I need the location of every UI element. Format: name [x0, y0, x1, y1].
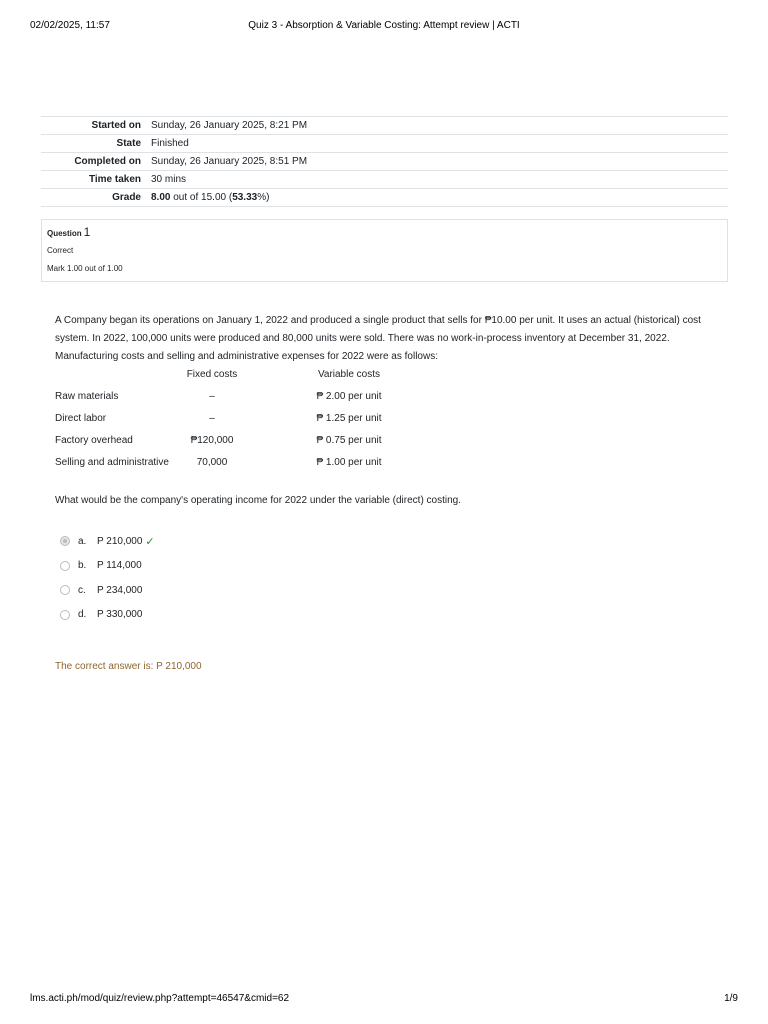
- question-number: [47, 225, 90, 239]
- answer-text-c: P 234,000: [97, 584, 143, 596]
- question-label: Question: [47, 229, 82, 238]
- grade-close: %): [257, 192, 270, 203]
- cost-row: [50, 429, 452, 451]
- state-value: Finished: [151, 138, 189, 149]
- cost-fixed: ₱120,000: [190, 434, 234, 446]
- answer-radio-a[interactable]: [60, 536, 70, 546]
- cost-variable: ₱ 1.00 per unit: [316, 456, 382, 468]
- cost-item: Factory overhead: [55, 434, 133, 446]
- time-taken-value: 30 mins: [151, 174, 187, 185]
- cost-row: [50, 451, 452, 473]
- grade-value: [147, 189, 728, 207]
- started-on-label: Started on: [91, 120, 141, 131]
- question-text: A Company began its operations on January 1, 2022 and produced a single product that sells for ₱10.00 per unit. It uses an actual (historical) cost system. In 2022, 100,000 units were produced and 80,000 units were sold. There was no work-in-process inventory at December 31, 2022. Manufacturing costs and selling and administrative expenses for 2022 were as follows:: [55, 315, 701, 362]
- print-page-number: 1/9: [724, 993, 738, 1004]
- answer-letter-b: b.: [78, 560, 87, 572]
- answer-radio-b[interactable]: [60, 561, 70, 571]
- cost-item: Selling and administrative: [55, 456, 169, 468]
- cost-table: [50, 363, 452, 473]
- cost-header-variable: Variable costs: [317, 368, 381, 380]
- grade-label: Grade: [112, 192, 141, 203]
- cost-fixed: 70,000: [196, 456, 228, 468]
- print-page-title: Quiz 3 - Absorption & Variable Costing: Attempt review | ACTI: [248, 20, 520, 31]
- grade-score: 8.00: [151, 192, 171, 203]
- question-state: Correct: [47, 246, 74, 255]
- completed-on-label: Completed on: [74, 156, 141, 167]
- answer-radio-c[interactable]: [60, 585, 70, 595]
- attempt-summary-table: [41, 116, 728, 207]
- summary-row-started: [41, 117, 728, 135]
- summary-row-time: [41, 171, 728, 189]
- cost-row: [50, 407, 452, 429]
- answer-text-d: P 330,000: [97, 609, 143, 621]
- cost-variable: ₱ 2.00 per unit: [316, 390, 382, 402]
- question-mark: Mark 1.00 out of 1.00: [47, 264, 123, 273]
- answer-option-d[interactable]: [60, 603, 155, 628]
- answer-text-b: P 114,000: [97, 560, 142, 572]
- cost-fixed: –: [209, 390, 215, 402]
- cost-variable: ₱ 1.25 per unit: [316, 412, 382, 424]
- print-date: 02/02/2025, 11:57: [30, 20, 110, 31]
- cost-fixed: –: [209, 412, 215, 424]
- question-info-box: [41, 219, 728, 282]
- answer-letter-c: c.: [78, 584, 86, 596]
- cost-table-header: [50, 363, 452, 385]
- correct-answer-feedback: The correct answer is: P 210,000: [55, 661, 202, 672]
- answer-letter-d: d.: [78, 609, 87, 621]
- completed-on-value: Sunday, 26 January 2025, 8:51 PM: [151, 156, 308, 167]
- answer-option-b[interactable]: [60, 554, 155, 579]
- cost-item: Direct labor: [55, 412, 107, 424]
- answer-text-a: P 210,000: [97, 535, 143, 547]
- answer-option-a[interactable]: [60, 529, 155, 554]
- answer-radio-d[interactable]: [60, 610, 70, 620]
- state-label: State: [116, 138, 141, 149]
- cost-variable: ₱ 0.75 per unit: [316, 434, 382, 446]
- summary-row-state: [41, 135, 728, 153]
- time-taken-label: Time taken: [88, 174, 141, 185]
- cost-header-fixed: Fixed costs: [186, 368, 238, 380]
- question-number-value: 1: [83, 225, 91, 239]
- cost-item: Raw materials: [55, 390, 119, 402]
- check-icon: ✓: [145, 535, 155, 548]
- print-footer-url: lms.acti.ph/mod/quiz/review.php?attempt=46547&cmid=62: [30, 993, 290, 1004]
- summary-row-grade: [41, 189, 728, 207]
- answer-options: [60, 529, 155, 627]
- summary-row-completed: [41, 153, 728, 171]
- grade-percent: 53.33: [232, 192, 258, 203]
- answer-option-c[interactable]: [60, 578, 155, 603]
- started-on-value: Sunday, 26 January 2025, 8:21 PM: [151, 120, 308, 131]
- cost-header-item: [50, 363, 178, 385]
- cost-row: [50, 385, 452, 407]
- question-prompt: What would be the company's operating income for 2022 under the variable (direct) costing.: [55, 495, 462, 506]
- grade-out-of: out of 15.00 (: [170, 192, 233, 203]
- answer-letter-a: a.: [78, 535, 87, 547]
